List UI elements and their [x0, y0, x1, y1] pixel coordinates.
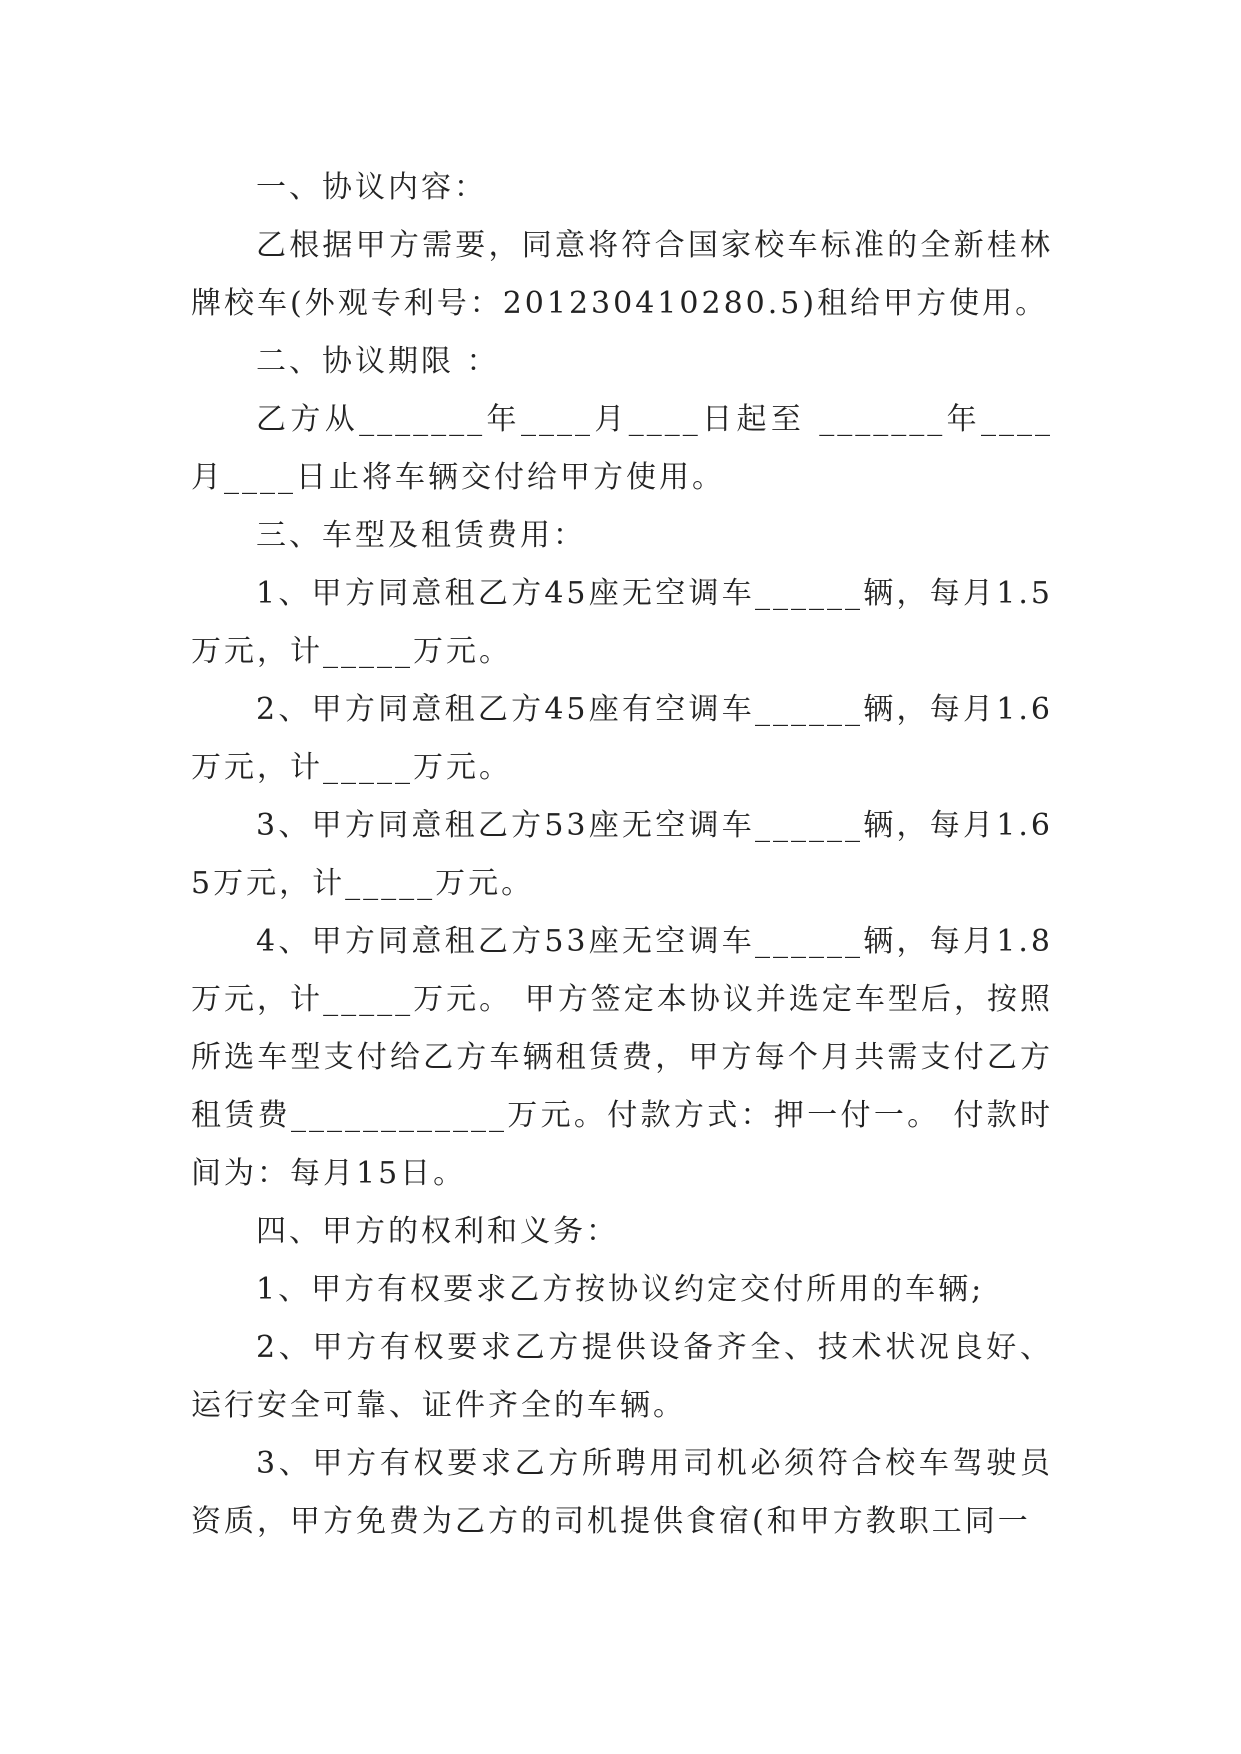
paragraph-agreement-term: 乙方从_______年____月____日起至 _______年____月____日止将车辆交付给甲方使用。 [191, 402, 1053, 495]
paragraph-fee-item-4: 4、甲方同意租乙方53座无空调车______辆，每月1.8万元，计_____万元。 甲方签定本协议并选定车型后，按照所选车型支付给乙方车辆租赁费，甲方每个月共需支付乙方租赁费____________万元。付款方式：押一付一。 付款时间为：每月15日。 [191, 924, 1053, 1191]
paragraph-fee-item-3: 3、甲方同意租乙方53座无空调车______辆，每月1.65万元，计_____万元。 [191, 808, 1053, 901]
document-body [191, 159, 1053, 1551]
paragraph-fee-item-1: 1、甲方同意租乙方45座无空调车______辆，每月1.5万元，计_____万元。 [191, 576, 1053, 669]
paragraph-fee-item-2: 2、甲方同意租乙方45座有空调车______辆，每月1.6万元，计_____万元。 [191, 692, 1053, 785]
section-heading-vehicle-and-fees: 三、车型及租赁费用： [256, 518, 586, 553]
paragraph-agreement-content: 乙根据甲方需要，同意将符合国家校车标准的全新桂林牌校车(外观专利号：201230410280.5)租给甲方使用。 [191, 228, 1053, 321]
section-heading-agreement-term: 二、协议期限 ： [256, 344, 500, 379]
paragraph-right-item-1: 1、甲方有权要求乙方按协议约定交付所用的车辆; [256, 1272, 985, 1307]
section-heading-party-a-rights: 四、甲方的权利和义务： [256, 1214, 619, 1249]
paragraph-right-item-3: 3、甲方有权要求乙方所聘用司机必须符合校车驾驶员资质，甲方免费为乙方的司机提供食宿(和甲方教职工同一 [191, 1446, 1053, 1539]
section-heading-agreement-content: 一、协议内容： [256, 170, 487, 205]
paragraph-right-item-2: 2、甲方有权要求乙方提供设备齐全、技术状况良好、运行安全可靠、证件齐全的车辆。 [191, 1330, 1053, 1423]
